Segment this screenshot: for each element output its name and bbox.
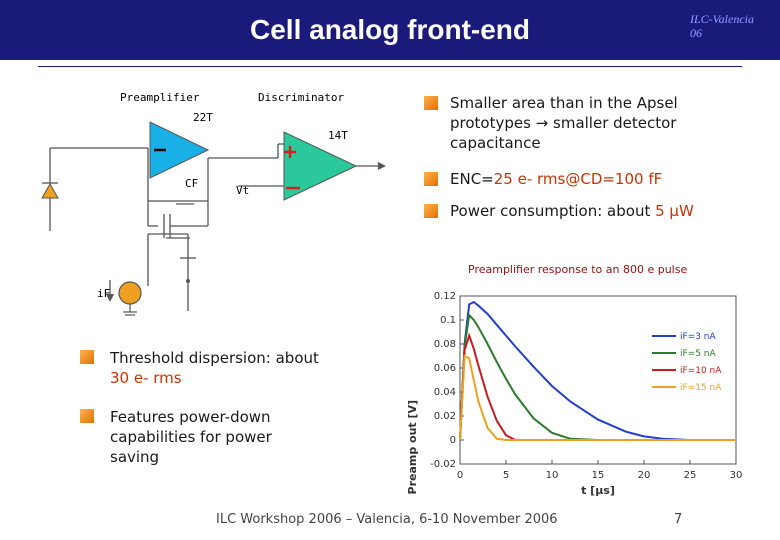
y-tick-label: 0.12 [433,291,456,302]
preamplifier-label: Preamplifier [120,91,200,104]
preamp-response-chart [400,282,760,504]
bullet-area-text: Smaller area than in the Apsel prototypes → smaller detector capacitance [450,94,678,152]
enc-value: 25 e- rms@CD=100 fF [493,170,663,188]
current-source-icon [119,282,141,304]
bullet-enc [450,169,770,189]
y-tick-label: 0.04 [433,387,456,398]
x-tick-label: 25 [683,470,697,481]
y-tick-label: 0.1 [440,315,456,326]
enc-prefix: ENC= [450,170,494,188]
legend-label: iF=3 nA [680,332,716,342]
bullet-icon [80,350,94,364]
x-tick-label: 15 [591,470,605,481]
threshold-label: Vt [236,184,250,197]
y-axis-label: Preamp out [V] [406,399,419,495]
bullet-icon [424,96,438,110]
y-tick-label: 0.06 [433,363,456,374]
bullet-powerdown: Features power-down capabilities for power saving [110,408,272,466]
legend-label: iF=15 nA [680,383,722,393]
discriminator-label: Discriminator [258,91,345,104]
slide-title: Cell analog front-end [250,14,530,45]
bullet-icon [424,204,438,218]
y-tick-label: 0 [449,435,456,446]
y-tick-label: 0.08 [433,339,456,350]
x-tick-label: 5 [502,470,510,481]
bullet-threshold [110,348,370,388]
power-prefix: Power consumption: about [450,202,656,220]
bullet-power [450,201,770,221]
footer-text: ILC Workshop 2006 – Valencia, 6-10 November 2006 [216,512,558,527]
ilc-valencia-logo [690,12,760,48]
power-value: 5 μW [655,202,694,220]
logo-line-1: ILC-Valencia [690,12,754,26]
bullet-icon [80,409,94,423]
x-tick-label: 10 [545,470,559,481]
title-divider [38,66,742,67]
x-tick-label: 0 [456,470,464,481]
circuit-schematic [38,86,410,316]
current-source-label: iF [97,287,111,300]
chart-title: Preamplifier response to an 800 e pulse [468,263,688,276]
preamp-transistor-count: 22T [193,111,213,124]
x-axis-label: t [μs] [581,484,615,497]
page-number: 7 [674,512,683,527]
logo-line-2: 06 [690,26,702,40]
threshold-prefix: Threshold dispersion: about [110,349,319,367]
feedback-cap-label: CF [185,177,199,190]
x-tick-label: 30 [729,470,743,481]
legend-label: iF=5 nA [680,349,716,359]
output-arrow-icon [378,162,386,170]
y-tick-label: -0.02 [430,459,456,470]
discriminator-symbol [284,132,356,200]
x-tick-label: 20 [637,470,651,481]
bullet-icon [424,172,438,186]
threshold-value: 30 e- rms [110,369,182,387]
disc-transistor-count: 14T [328,129,348,142]
legend-label: iF=10 nA [680,366,722,376]
detector-diode-icon [42,184,58,198]
y-tick-label: 0.02 [433,411,456,422]
title-bar [0,0,780,60]
